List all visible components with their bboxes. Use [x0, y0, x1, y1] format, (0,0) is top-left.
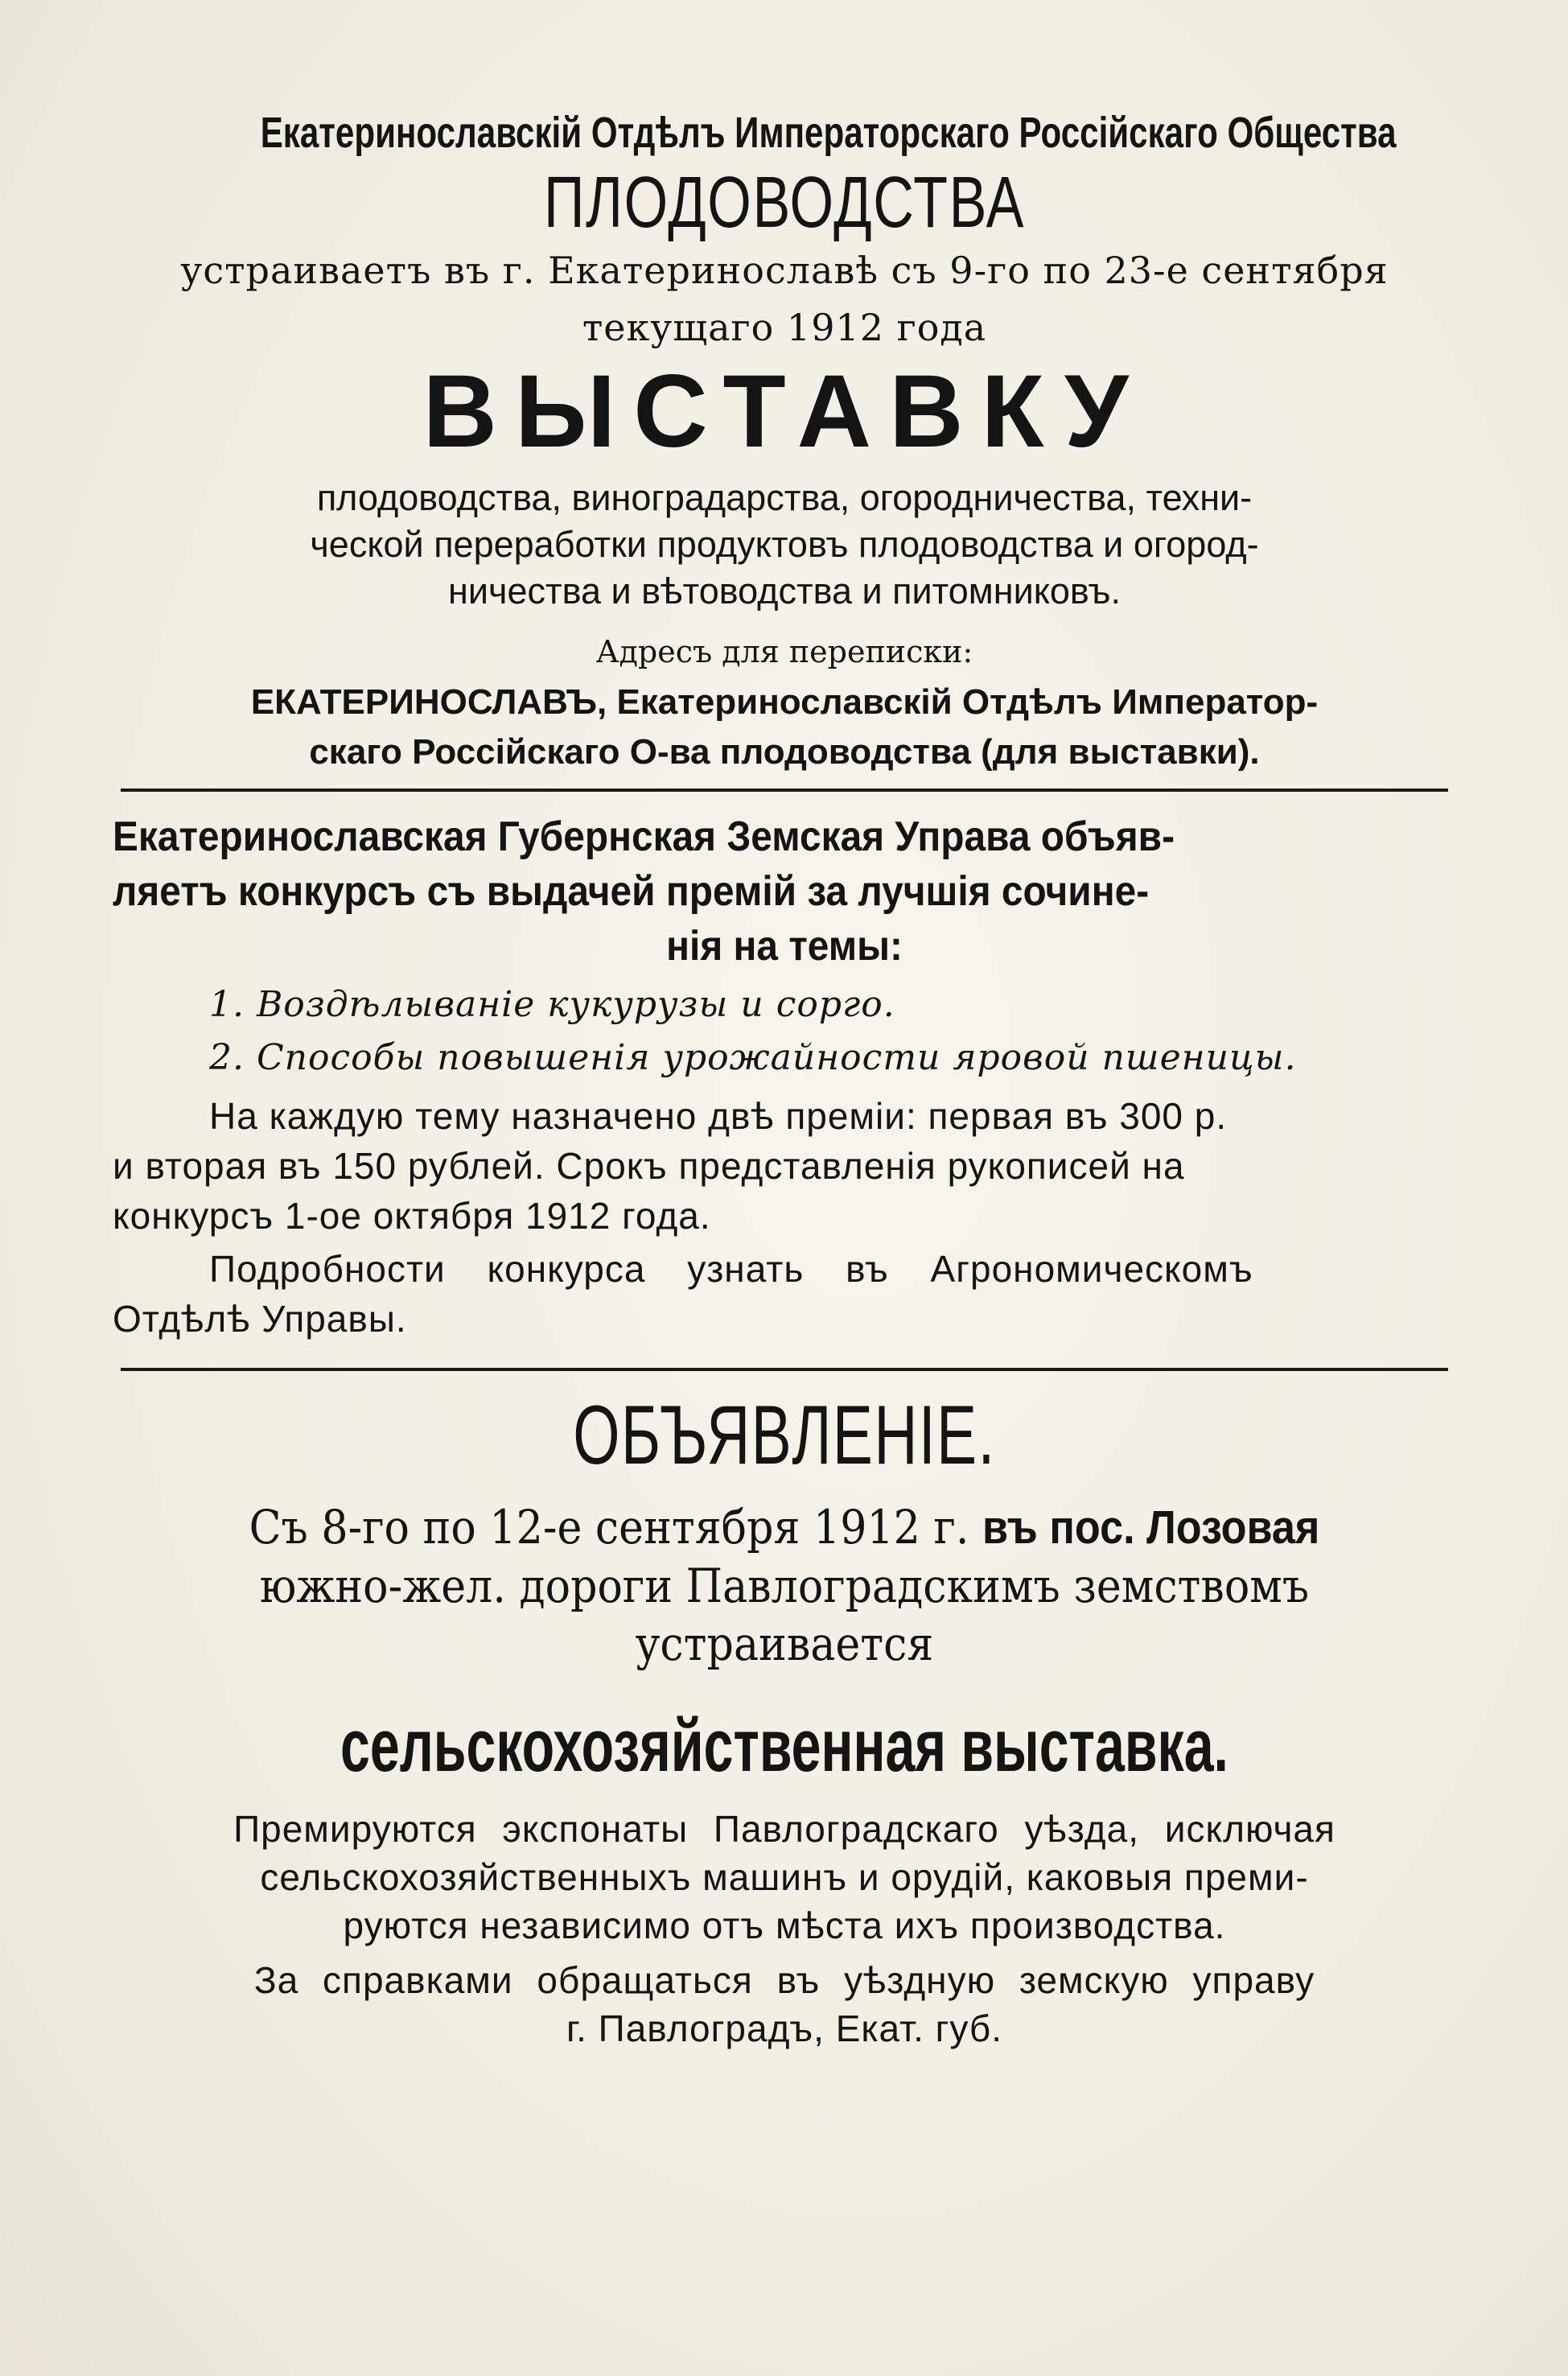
prize-details	[113, 1091, 1456, 1241]
body-line: Премируются экспонаты Павлоградскаго уѣзда, исключая	[233, 1808, 1335, 1850]
contact-line: г. Павлоградъ, Екат. губ.	[566, 2007, 1003, 2049]
agricultural-exhibition-notice	[113, 1387, 1456, 2053]
competition-intro	[113, 809, 1348, 974]
intro-line: нія на темы:	[666, 923, 903, 970]
exhibition-year: текущаго 1912 года	[582, 306, 987, 349]
intro-line: Екатеринославская Губернская Земская Управа объяв-	[113, 813, 1175, 860]
topic-item: 2. Способы повышенія урожайности яровой пшеницы.	[209, 1037, 1297, 1078]
organizer-name-continued: ПЛОДОВОДСТВА	[543, 163, 1026, 243]
exhibition-announcement	[113, 105, 1456, 777]
contact-line: За справками обращаться въ уѣздную земскую управу	[253, 1959, 1315, 2001]
prize-line: На каждую тему назначено двѣ преміи: первая въ 300 р.	[209, 1095, 1228, 1137]
notice-dates-location: въ пос. Лозовая	[982, 1501, 1320, 1554]
topic-item: 1. Воздѣлываніе кукурузы и сорго.	[209, 984, 895, 1025]
notice-dates-regular: Съ 8-го по 12-е сентября 1912 г.	[249, 1500, 969, 1554]
mailing-address	[113, 677, 1456, 777]
subject-line: ничества и вѣтоводства и питомниковъ.	[448, 570, 1121, 612]
organizer-name: Екатеринославскій Отдѣлъ Императорскаго Россійскаго Общества	[260, 109, 1397, 157]
body-line: руются независимо отъ мѣста ихъ производства.	[343, 1905, 1226, 1946]
exhibition-subjects	[113, 475, 1456, 615]
address-line: скаго Россійскаго О-ва плодоводства (для выставки).	[309, 732, 1260, 772]
subject-line: ческой переработки продуктовъ плодоводства и огород-	[310, 524, 1259, 565]
notice-action: устраивается	[635, 1616, 934, 1671]
details-line: Подробности конкурса узнать въ Агрономическомъ	[209, 1248, 1253, 1290]
essay-competition	[113, 809, 1456, 1344]
body-line: сельскохозяйственныхъ машинъ и орудій, каковыя преми-	[260, 1856, 1309, 1898]
notice-dates	[180, 1498, 1389, 1557]
details-line: Отдѣлѣ Управы.	[113, 1298, 407, 1340]
notice-title: ОБЪЯВЛЕНІЕ.	[573, 1389, 996, 1482]
exhibition-heading: ВЫСТАВКУ	[422, 354, 1146, 469]
address-line: ЕКАТЕРИНОСЛАВЪ, Екатеринославскій Отдѣлъ Император-	[250, 682, 1319, 722]
notice-exhibition-name: сельскохозяйственная выставка.	[340, 1705, 1228, 1787]
document-content	[113, 89, 1456, 2053]
competition-topics	[209, 978, 1456, 1085]
notice-organizer: южно-жел. дороги Павлоградскимъ земствомъ	[259, 1559, 1310, 1613]
notice-contact	[113, 1956, 1456, 2053]
competition-details-info	[113, 1244, 1456, 1344]
section-divider	[121, 789, 1448, 792]
prize-line: конкурсъ 1-ое октября 1912 года.	[113, 1195, 711, 1237]
section-divider	[121, 1368, 1448, 1371]
exhibition-dates: устраиваетъ въ г. Екатеринославѣ съ 9-го по 23-е сентября	[180, 249, 1389, 292]
prize-line: и вторая въ 150 рублей. Срокъ представленія рукописей на	[113, 1145, 1185, 1187]
subject-line: плодоводства, виноградарства, огородничества, техни-	[316, 477, 1253, 518]
intro-line: ляетъ конкурсъ съ выдачей премій за лучшія сочине-	[113, 868, 1150, 915]
notice-body	[113, 1805, 1456, 1950]
address-label: Адресъ для переписки:	[595, 634, 973, 669]
